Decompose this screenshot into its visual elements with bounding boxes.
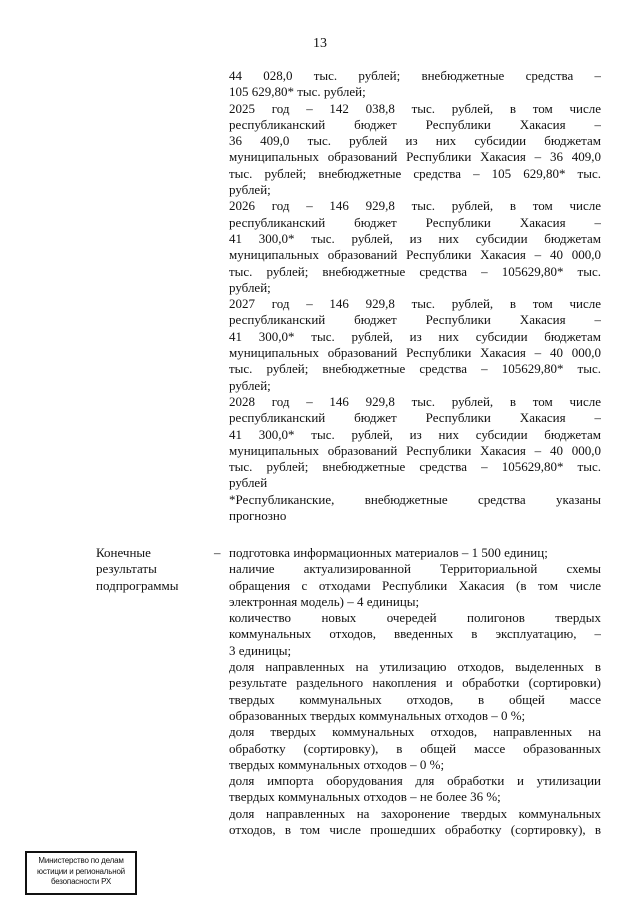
funding-line: рублей: [229, 475, 268, 491]
funding-line: 41 300,0* тыс. рублей, из них субсидии бюджетам: [229, 426, 601, 442]
result-line: твердых коммунальных отходов, в общей массе: [229, 691, 601, 707]
result-line: твердых коммунальных отходов – 0 %;: [229, 756, 445, 772]
results-label: [96, 545, 216, 594]
funding-line: муниципальных образований Республики Хакасия – 40 000,0: [229, 247, 601, 263]
funding-line: 105 629,80* тыс. рублей;: [229, 84, 366, 100]
funding-line: рублей;: [229, 279, 271, 295]
result-line: обработку (сортировку), в общей массе образованных: [229, 740, 601, 756]
ministry-stamp: [25, 851, 137, 895]
result-line: доля твердых коммунальных отходов, направленных на: [229, 724, 601, 740]
stamp-line: безопасности РХ: [50, 877, 112, 886]
funding-line: муниципальных образований Республики Хакасия – 36 409,0: [229, 149, 601, 165]
funding-line: 2025 год – 142 038,8 тыс. рублей, в том числе: [229, 100, 601, 116]
result-line: наличие актуализированной Территориальной схемы: [229, 561, 601, 577]
funding-line: республиканский бюджет Республики Хакасия –: [229, 214, 601, 230]
funding-line: муниципальных образований Республики Хакасия – 40 000,0: [229, 442, 601, 458]
results-label-line: Конечные: [96, 545, 151, 560]
results-section: [229, 545, 601, 838]
result-line: обращения с отходами Республики Хакасия (в том числе: [229, 577, 601, 593]
results-dash: –: [214, 545, 221, 560]
funding-line: тыс. рублей; внебюджетные средства – 105629,80* тыс.: [229, 459, 601, 475]
funding-line: 2028 год – 146 929,8 тыс. рублей, в том числе: [229, 393, 601, 409]
funding-line: 36 409,0 тыс. рублей из них субсидии бюджетам: [229, 133, 601, 149]
funding-line: республиканский бюджет Республики Хакасия –: [229, 116, 601, 132]
funding-line: муниципальных образований Республики Хакасия – 40 000,0: [229, 345, 601, 361]
result-line: доля направленных на захоронение твердых коммунальных: [229, 805, 601, 821]
results-label-line: результаты: [96, 561, 157, 577]
result-line: подготовка информационных материалов – 1 500 единиц;: [229, 545, 548, 560]
result-line: доля импорта оборудования для обработки и утилизации: [229, 773, 601, 789]
funding-footnote-line: прогнозно: [229, 508, 287, 524]
stamp-line: юстиции и региональной: [37, 866, 125, 876]
funding-line: тыс. рублей; внебюджетные средства – 105629,80* тыс.: [229, 263, 601, 279]
funding-line: 44 028,0 тыс. рублей; внебюджетные средства –: [229, 68, 601, 83]
funding-line: 41 300,0* тыс. рублей, из них субсидии бюджетам: [229, 328, 601, 344]
funding-line: тыс. рублей; внебюджетные средства – 105629,80* тыс.: [229, 361, 601, 377]
funding-line: 2027 год – 146 929,8 тыс. рублей, в том числе: [229, 296, 601, 312]
result-line: электронная модель) – 4 единицы;: [229, 593, 420, 609]
page-number: 13: [313, 36, 327, 51]
funding-line: 41 300,0* тыс. рублей, из них субсидии бюджетам: [229, 230, 601, 246]
result-line: твердых коммунальных отходов – не более 36 %;: [229, 789, 501, 805]
funding-line: рублей;: [229, 182, 271, 198]
funding-footnote-line: *Республиканские, внебюджетные средства указаны: [229, 491, 601, 507]
result-line: коммунальных отходов, введенных в эксплуатацию, –: [229, 626, 601, 642]
funding-line: тыс. рублей; внебюджетные средства – 105 629,80* тыс.: [229, 165, 601, 181]
funding-line: 2026 год – 146 929,8 тыс. рублей, в том числе: [229, 198, 601, 214]
funding-section: [229, 68, 601, 524]
funding-line: республиканский бюджет Республики Хакасия –: [229, 312, 601, 328]
result-line: результате раздельного накопления и обработки (сортировки): [229, 675, 601, 691]
result-line: 3 единицы;: [229, 642, 292, 658]
result-line: отходов, в том числе прошедших обработку (сортировку), в: [229, 822, 601, 838]
result-line: количество новых очередей полигонов твердых: [229, 610, 601, 626]
funding-line: рублей;: [229, 377, 271, 393]
results-label-line: подпрограммы: [96, 577, 179, 593]
funding-line: республиканский бюджет Республики Хакасия –: [229, 410, 601, 426]
result-line: образованных твердых коммунальных отходов – 0 %;: [229, 707, 526, 723]
stamp-line: Министерство по делам: [38, 856, 124, 865]
result-line: доля направленных на утилизацию отходов, выделенных в: [229, 659, 601, 675]
